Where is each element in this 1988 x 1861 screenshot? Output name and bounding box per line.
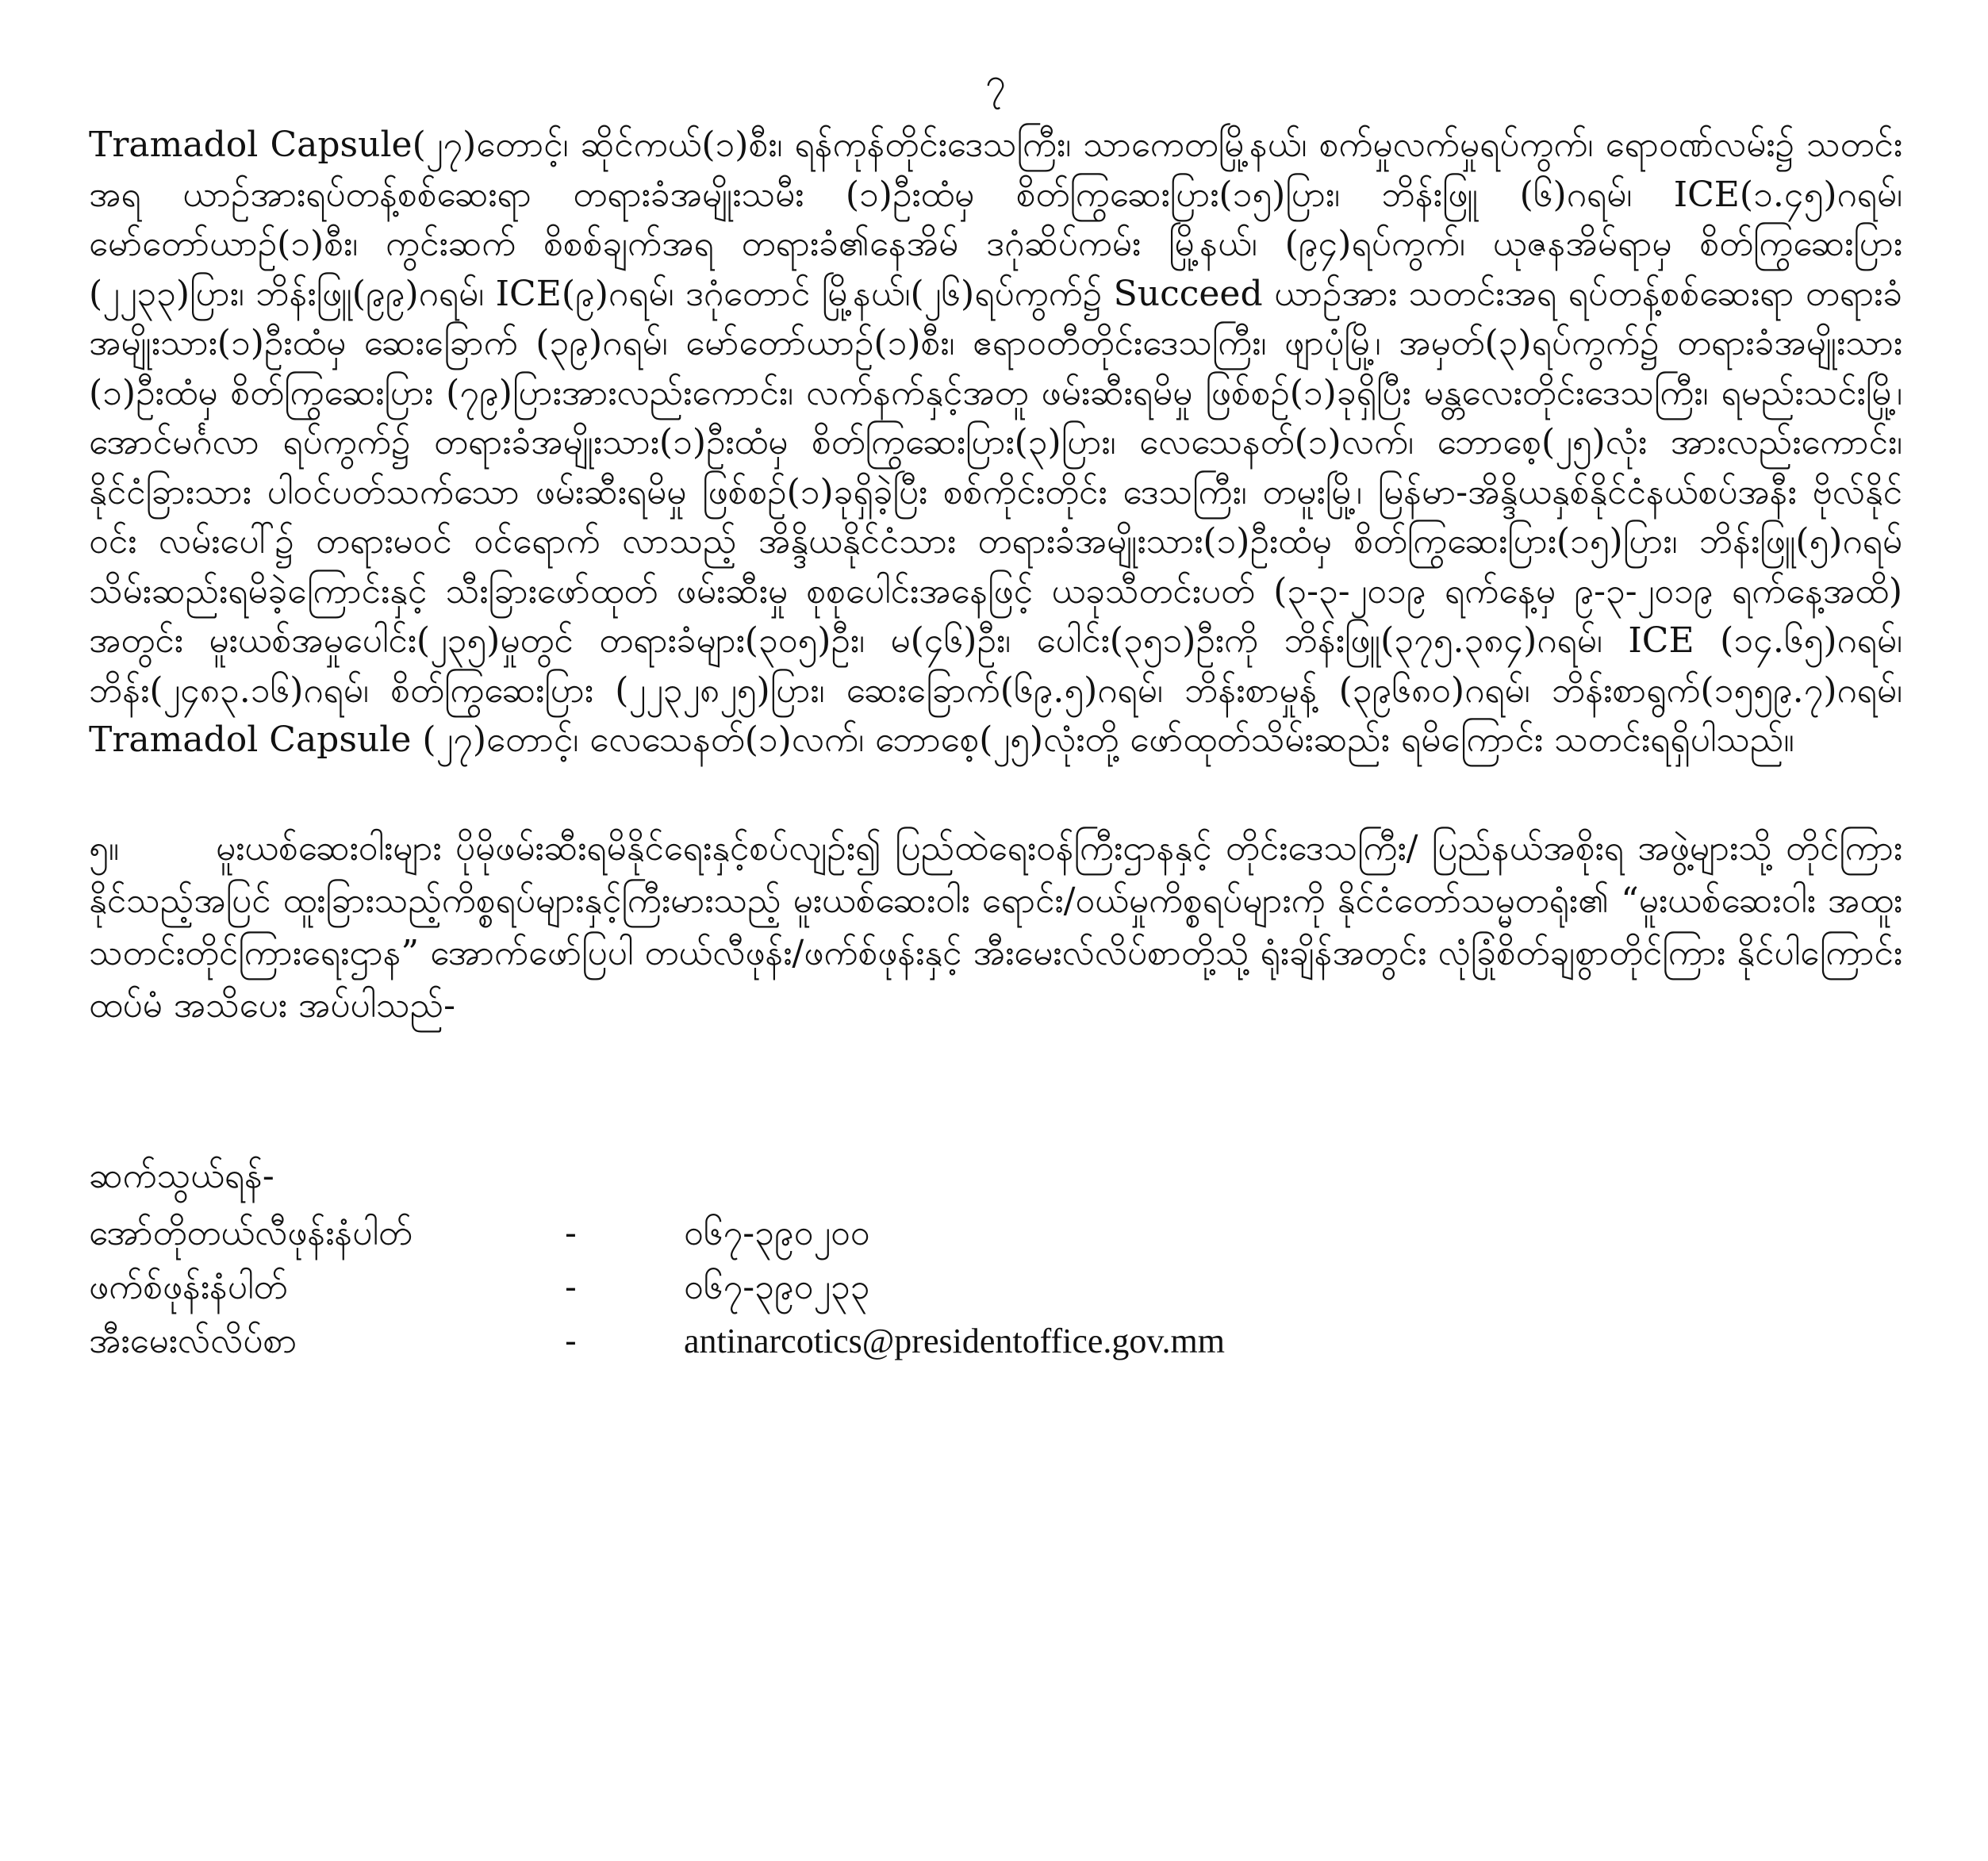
contact-row-phone: [89, 1207, 1902, 1260]
point-text: မူးယစ်ဆေးဝါးများ ပိုမိုဖမ်းဆီးရမိနိုင်ရေးနှင့်စပ်လျဉ်း၍ ပြည်ထဲရေးဝန်ကြီးဌာနနှင့် တိုင်းဒေသကြီး/ ပြည်နယ်အစိုးရ အဖွဲ့များသို့ တိုင်ကြားနိုင်သည့်အပြင် ထူးခြားသည့်ကိစ္စရပ်များနှင့်ကြီးမားသည့် မူးယစ်ဆေးဝါး ရောင်း/ဝယ်မှုကိစ္စရပ်များကို နိုင်ငံတော်သမ္မတရုံး၏ “မူးယစ်ဆေးဝါး အထူးသတင်းတိုင်ကြားရေးဌာန” အောက်ဖော်ပြပါ တယ်လီဖုန်း/ဖက်စ်ဖုန်းနှင့် အီးမေးလ်လိပ်စာတို့သို့ ရုံးချိန်အတွင်း လုံခြုံစိတ်ချစွာတိုင်ကြား နိုင်ပါကြောင်း ထပ်မံ အသိပေး အပ်ပါသည်-: [89, 827, 1902, 1026]
page-number: ၇: [985, 59, 1006, 102]
continuation-paragraph: Tramadol Capsule(၂၇)တောင့်၊ ဆိုင်ကယ်(၁)စီး၊ ရန်ကုန်တိုင်းဒေသကြီး၊ သာကေတမြို့နယ်၊ စက်မှုလက်မှုရပ်ကွက်၊ ရောဝဏ်လမ်း၌ သတင်းအရ ယာဉ်အားရပ်တန့်စစ်ဆေးရာ တရားခံအမျိုးသမီး (၁)ဦးထံမှ စိတ်ကြွဆေးပြား(၁၅)ပြား၊ ဘိန်းဖြူ (၆)ဂရမ်၊ ICE(၁.၄၅)ဂရမ်၊ မော်တော်ယာဉ်(၁)စီး၊ ကွင်းဆက် စိစစ်ချက်အရ တရားခံ၏နေအိမ် ဒဂုံဆိပ်ကမ်း မြို့နယ်၊ (၉၄)ရပ်ကွက်၊ ယုဇနအိမ်ရာမှ စိတ်ကြွဆေးပြား (၂၂၃၃)ပြား၊ ဘိန်းဖြူ(၉၉)ဂရမ်၊ ICE(၉)ဂရမ်၊ ဒဂုံတောင် မြို့နယ်၊(၂၆)ရပ်ကွက်၌ Succeed ယာဉ်အား သတင်းအရ ရပ်တန့်စစ်ဆေးရာ တရားခံအမျိုးသား(၁)ဦးထံမှ ဆေးခြောက် (၃၉)ဂရမ်၊ မော်တော်ယာဉ်(၁)စီး၊ ဧရာဝတီတိုင်းဒေသကြီး၊ ဖျာပုံမြို့၊ အမှတ်(၃)ရပ်ကွက်၌ တရားခံအမျိုးသား (၁)ဦးထံမှ စိတ်ကြွဆေးပြား (၇၉)ပြားအားလည်းကောင်း၊ လက်နက်နှင့်အတူ ဖမ်းဆီးရမိမှု ဖြစ်စဉ်(၁)ခုရှိပြီး မန္တလေးတိုင်းဒေသကြီး၊ ရမည်းသင်းမြို့၊ အောင်မင်္ဂလာ ရပ်ကွက်၌ တရားခံအမျိုးသား(၁)ဦးထံမှ စိတ်ကြွဆေးပြား(၃)ပြား၊ လေသေနတ်(၁)လက်၊ ဘောစေ့(၂၅)လုံး အားလည်းကောင်း၊ နိုင်ငံခြားသား ပါဝင်ပတ်သက်သော ဖမ်းဆီးရမိမှု ဖြစ်စဉ်(၁)ခုရှိခဲ့ပြီး စစ်ကိုင်းတိုင်း ဒေသကြီး၊ တမူးမြို့၊ မြန်မာ-အိန္ဒိယနှစ်နိုင်ငံနယ်စပ်အနီး ဗိုလ်နိုင်ဝင်း လမ်းပေါ်၌ တရားမဝင် ဝင်ရောက် လာသည့် အိန္ဒိယနိုင်ငံသား တရားခံအမျိုးသား(၁)ဦးထံမှ စိတ်ကြွဆေးပြား(၁၅)ပြား၊ ဘိန်းဖြူ(၅)ဂရမ် သိမ်းဆည်းရမိခဲ့ကြောင်းနှင့် သီးခြားဖော်ထုတ် ဖမ်းဆီးမှု စုစုပေါင်းအနေဖြင့် ယခုသီတင်းပတ် (၃-၃-၂၀၁၉ ရက်နေ့မှ ၉-၃-၂၀၁၉ ရက်နေ့အထိ) အတွင်း မူးယစ်အမှုပေါင်း(၂၃၅)မှုတွင် တရားခံများ(၃၀၅)ဦး၊ မ(၄၆)ဦး၊ ပေါင်း(၃၅၁)ဦးကို ဘိန်းဖြူ(၃၇၅.၃၈၄)ဂရမ်၊ ICE (၁၄.၆၅)ဂရမ်၊ ဘိန်း(၂၄၈၃.၁၆)ဂရမ်၊ စိတ်ကြွဆေးပြား (၂၂၃၂၈၂၅)ပြား၊ ဆေးခြောက်(၆၉.၅)ဂရမ်၊ ဘိန်းစာမှုန့် (၃၉၆၈၀)ဂရမ်၊ ဘိန်းစာရွက်(၁၅၅၉.၇)ဂရမ်၊ Tramadol Capsule (၂၇)တောင့်၊ လေသေနတ်(၁)လက်၊ ဘောစေ့(၂၅)လုံးတို့ ဖော်ထုတ်သိမ်းဆည်း ရမိကြောင်း သတင်းရရှိပါသည်။: [89, 125, 1902, 760]
contact-heading: ဆက်သွယ်ရန်-: [89, 1155, 274, 1196]
contact-label: ဖက်စ်ဖုန်းနံပါတ်: [89, 1266, 288, 1307]
numbered-point: [89, 823, 1902, 1032]
contact-separator: -: [565, 1320, 577, 1361]
point-number: ၅။: [89, 827, 120, 869]
phone-number: ၀၆၇-၃၉၀၂၀၀: [684, 1212, 870, 1253]
contact-row-fax: [89, 1260, 1902, 1314]
contact-row-email: [89, 1314, 1902, 1368]
contact-label: အီးမေးလ်လိပ်စာ: [89, 1320, 297, 1361]
email-address-link[interactable]: antinarcotics@presidentoffice.gov.mm: [684, 1321, 1225, 1360]
contact-separator: -: [565, 1266, 577, 1307]
contact-separator: -: [565, 1212, 577, 1253]
contact-section: [89, 1151, 1902, 1368]
document-page: [89, 57, 1902, 1842]
fax-number: ၀၆၇-၃၉၀၂၃၃: [684, 1266, 870, 1307]
contact-label: အော်တိုတယ်လီဖုန်းနံပါတ်: [89, 1212, 413, 1253]
